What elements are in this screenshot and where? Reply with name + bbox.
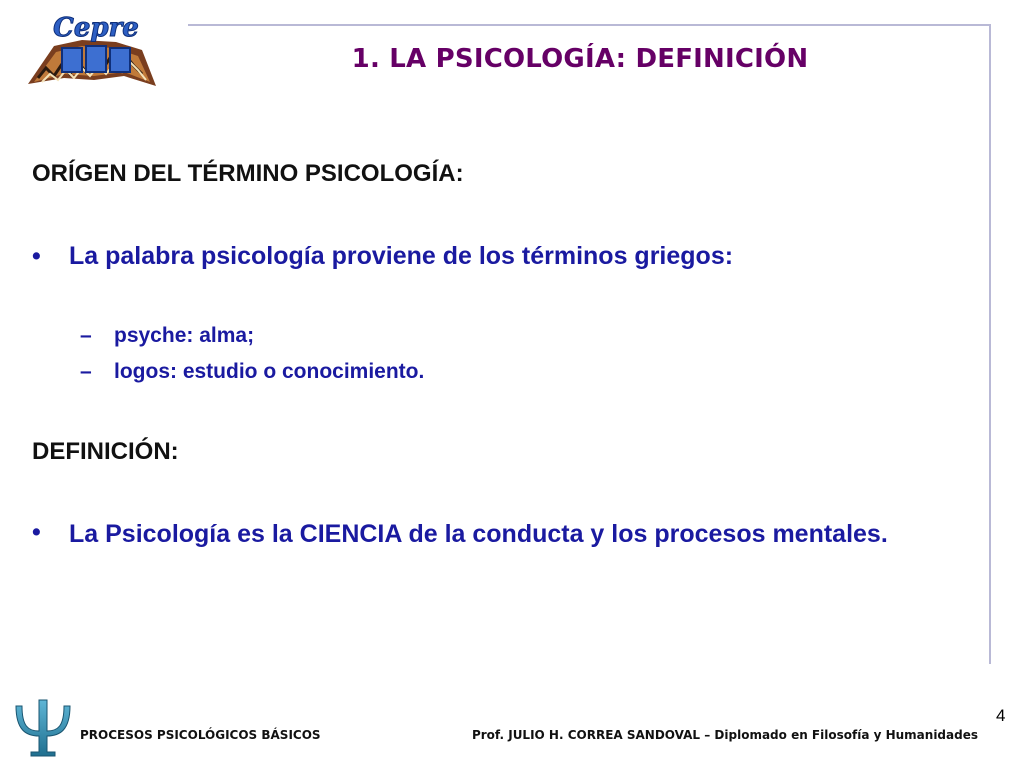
slide-title: 1. LA PSICOLOGÍA: DEFINICIÓN	[351, 44, 809, 74]
frame-right-line	[989, 24, 991, 664]
bullet-symbol: •	[32, 242, 41, 270]
bullet-symbol: •	[32, 518, 41, 546]
cepre-logo-graphic	[24, 6, 164, 96]
footer-author: Prof. JULIO H. CORREA SANDOVAL – Diplomado en Filosofía y Humanidades	[471, 728, 978, 742]
psi-icon	[8, 696, 78, 758]
footer-course: PROCESOS PSICOLÓGICOS BÁSICOS	[80, 728, 321, 742]
dash-symbol: –	[80, 324, 92, 347]
logo-wordmark: Cepre	[53, 13, 139, 43]
cepre-logo	[24, 6, 164, 96]
definition-bullet	[32, 518, 978, 551]
sub-item-text: logos: estudio o conocimiento.	[114, 360, 425, 383]
origin-bullet-text: La palabra psicología proviene de los términos griegos:	[69, 242, 734, 270]
dash-symbol: –	[80, 360, 92, 383]
page-number: 4	[996, 706, 1006, 725]
origin-sub-item	[80, 324, 254, 348]
frame-top-line	[188, 24, 990, 26]
definition-bullet-text: La Psicología es la CIENCIA de la conducta y los procesos mentales.	[69, 520, 888, 548]
origin-bullet	[32, 242, 978, 271]
origin-heading: ORÍGEN DEL TÉRMINO PSICOLOGÍA:	[32, 160, 464, 187]
origin-sub-item	[80, 360, 424, 384]
sub-item-text: psyche: alma;	[114, 324, 255, 347]
definition-heading: DEFINICIÓN:	[32, 438, 179, 465]
